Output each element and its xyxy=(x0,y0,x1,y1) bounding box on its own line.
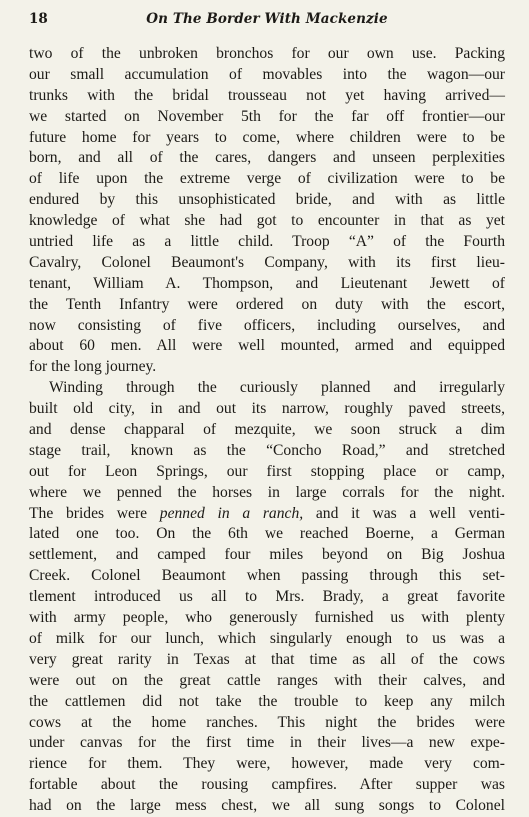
text-line: endured by this unsophisticated bride, and with as little xyxy=(29,191,505,209)
text-line: now consisting of five officers, including ourselves, and xyxy=(29,316,505,334)
text-line: future home for years to come, where children were to be xyxy=(29,128,505,146)
text-line: tenant, William A. Thompson, and Lieutenant Jewett of xyxy=(29,274,505,292)
text-line: and dense chapparal of mezquite, we soon struck a dim xyxy=(29,421,505,439)
text-line: knowledge of what she had got to encounter in that as yet xyxy=(29,212,505,230)
text-line: Creek. Colonel Beaumont when passing through this set- xyxy=(29,567,505,585)
text-line: fortable about the rousing campfires. After supper was xyxy=(29,776,505,794)
text-line: born, and all of the cares, dangers and unseen perplexities xyxy=(29,149,505,167)
body-text xyxy=(29,44,505,817)
text-line: for the long journey. xyxy=(29,358,157,376)
text-line: of milk for our lunch, which singularly enough to us was a xyxy=(29,629,505,647)
page-number: 18 xyxy=(29,11,48,27)
text-line: the Tenth Infantry were ordered on duty with the escort, xyxy=(29,295,505,313)
text-line: tlement introduced us all to Mrs. Brady, a great favorite xyxy=(29,588,505,606)
text-line: the cattlemen did not take the trouble to keep any milch xyxy=(29,692,505,710)
text-line: we started on November 5th for the far off frontier—our xyxy=(29,107,505,125)
text-line: about 60 men. All were well mounted, armed and equipped xyxy=(29,337,505,355)
text-line: rience for them. They were, however, made very com- xyxy=(29,755,505,773)
running-title: On The Border With Mackenzie xyxy=(146,11,388,27)
text-line: Cavalry, Colonel Beaumont's Company, with its first lieu- xyxy=(29,253,505,271)
text-line: had on the large mess chest, we all sung songs to Colonel xyxy=(29,797,505,815)
paragraph-winding xyxy=(29,378,505,817)
text-line: cows at the home ranches. This night the brides were xyxy=(29,713,505,731)
text-line: under canvas for the first time in their lives—a new expe- xyxy=(29,734,505,752)
text-line: built old city, in and out its narrow, roughly paved streets, xyxy=(29,400,505,418)
text-line: two of the unbroken bronchos for our own use. Packing xyxy=(29,45,505,62)
text-line: with army people, who generously furnished us with plenty xyxy=(29,609,505,627)
text-line: lated one too. On the 6th we reached Boerne, a German xyxy=(29,525,505,543)
emphasized-phrase: penned in a ranch, xyxy=(159,504,304,522)
text-line-with-emphasis xyxy=(29,504,505,525)
text-line: stage trail, known as the “Concho Road,” and stretched xyxy=(29,441,505,459)
paragraph-continued xyxy=(29,44,505,378)
text-segment: and it was a well venti- xyxy=(303,504,505,522)
text-segment: The brides were xyxy=(29,504,160,522)
text-line: untried life as a little child. Troop “A” of the Fourth xyxy=(29,233,505,251)
text-line: settlement, and camped four miles beyond on Big Joshua xyxy=(29,546,505,564)
text-line: out for Leon Springs, our first stopping place or camp, xyxy=(29,462,505,480)
text-line: of life upon the extreme verge of civilization were to be xyxy=(29,170,505,188)
text-line: were out on the great cattle ranges with their calves, and xyxy=(29,671,505,689)
text-line: where we penned the horses in large corrals for the night. xyxy=(29,483,505,501)
page-header xyxy=(29,10,505,32)
text-line: trunks with the bridal trousseau not yet having arrived— xyxy=(29,86,505,104)
text-line: very great rarity in Texas at that time as all of the cows xyxy=(29,650,505,668)
text-line: Winding through the curiously planned and irregularly xyxy=(49,379,505,397)
text-line: our small accumulation of movables into the wagon—our xyxy=(29,65,505,83)
